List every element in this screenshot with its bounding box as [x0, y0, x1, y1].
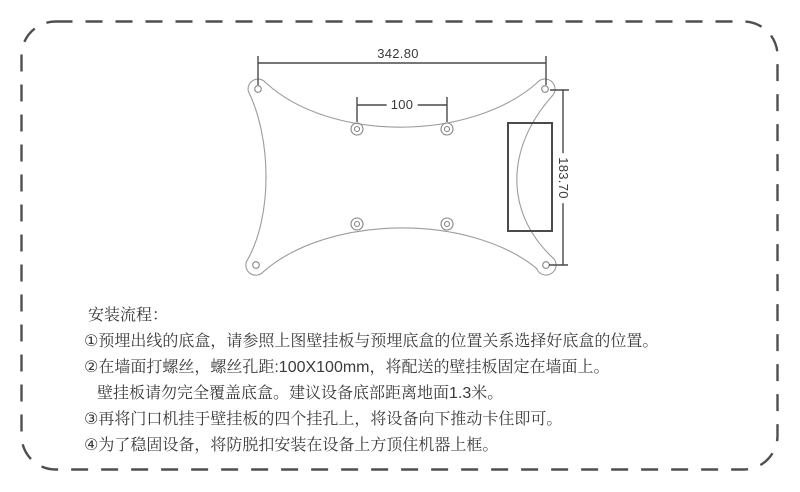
screw-hole-top-left — [351, 123, 363, 135]
dimension-height-label: 183.70 — [555, 153, 571, 203]
instruction-step-3: ③再将门口机挂于壁挂板的四个挂孔上，将设备向下推动卡住即可。 — [84, 411, 563, 428]
installation-instructions — [84, 303, 774, 459]
screw-hole-bottom-right — [441, 218, 453, 230]
instruction-step-2: ②在墙面打螺丝，螺丝孔距:100X100mm，将配送的壁挂板固定在墙面上。 — [84, 359, 610, 376]
corner-hole-bottom-left — [253, 262, 260, 269]
instruction-step-2-continued: 壁挂板请勿完全覆盖底盒。建议设备底部距离地面1.3米。 — [97, 385, 504, 402]
instruction-step-4: ④为了稳固设备，将防脱扣安装在设备上方顶住机器上框。 — [84, 437, 499, 454]
corner-hole-top-left — [255, 86, 262, 93]
screw-hole-top-right — [441, 123, 453, 135]
dimension-hole-spacing-label: 100 — [387, 97, 418, 113]
instruction-step-1: ①预埋出线的底盒，请参照上图壁挂板与预埋底盒的位置关系选择好底盒的位置。 — [84, 333, 659, 350]
corner-hole-top-right — [542, 86, 549, 93]
outlet-box-rect — [508, 123, 552, 231]
screw-hole-bottom-left — [351, 218, 363, 230]
dimension-width-label: 342.80 — [377, 46, 419, 61]
instructions-title: 安装流程： — [88, 307, 169, 324]
corner-hole-bottom-right — [543, 262, 550, 269]
